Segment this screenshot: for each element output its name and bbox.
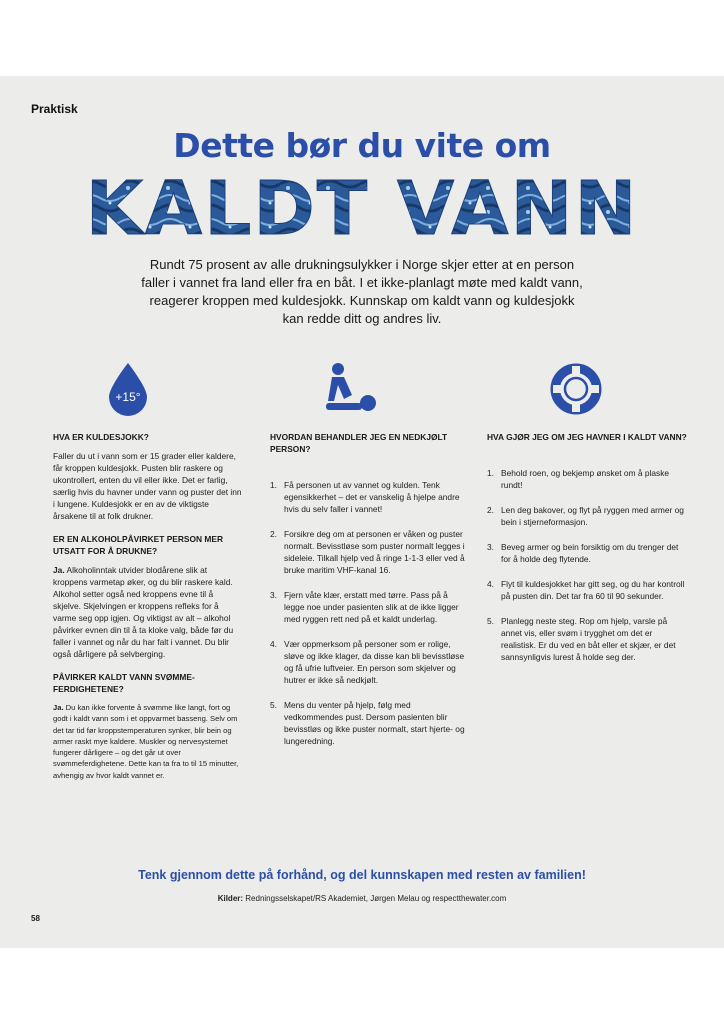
answer-text: Faller du ut i vann som er 15 grader eller kaldere, får kroppen kuldesjokk. Pusten blir raskere og ukontrollert, enten du vil eller ikke. Det er farlig, særlig hvis du havner under vann og puster det inn i lungene. Kuldesjokk er en av de viktigste årsakene til at folk drukner. bbox=[53, 451, 242, 521]
question-heading: HVA GJØR JEG OM JEG HAVNER I KALDT VANN? bbox=[487, 432, 687, 442]
list-item: 2. Forsikre deg om at personen er våken og puster normalt. Bevisstløse som puster normalt legges i sideleie. Tilkall hjelp ved å ringe 1-1-3 eller ved å bruke maritim VHF-kanal 16. bbox=[270, 529, 465, 575]
question-heading: HVORDAN BEHANDLER JEG EN NEDKJØLT PERSON? bbox=[270, 432, 448, 454]
steps-list bbox=[270, 479, 466, 747]
list-item: 3. Beveg armer og bein forsiktig om du trenger det for å holde deg flytende. bbox=[487, 542, 679, 564]
answer-text: Ja. Du kan ikke forvente å svømme like langt, fort og godt i kaldt vann som i et oppvarmet basseng. Selv om det tar tid før kroppstemperaturen synker, blir bein og armer raskt mye kaldere. Muskler og nervesystemet fungerer dårligere – og det går ut over svømmeferdighetene. Dette kan ta fra to til 15 minutter, avhengig av hvor kaldt vannet er. bbox=[53, 703, 239, 780]
intro-paragraph: Rundt 75 prosent av alle drukningsulykker i Norge skjer etter at en person faller i vannet fra land eller fra en båt. I et ikke-planlagt møte med kaldt vann, reagerer kroppen med kuldesjokk. Kunnskap om kaldt vann og kuldesjokk kan redde ditt og andres liv. bbox=[141, 257, 583, 326]
list-item: 5. Planlegg neste steg. Rop om hjelp, varsle på annet vis, eller svøm i trygghet om det er realistisk. Er du ved en båt eller et skjær, er det sannsynligvis lurest å holde seg der. bbox=[487, 616, 676, 662]
headline: Dette bør du vite om bbox=[173, 126, 551, 165]
question-heading: ER EN ALKOHOLPÅVIRKET PERSON MER UTSATT FOR Å DRUKNE? bbox=[53, 534, 223, 556]
sources-line: Kilder: Redningsselskapet/RS Akademiet, Jørgen Melau og respectthewater.com bbox=[217, 894, 507, 903]
steps-list bbox=[487, 467, 687, 663]
lifebuoy-icon bbox=[548, 361, 604, 421]
list-item: 1. Få personen ut av vannet og kulden. Tenk egensikkerhet – det er vanskelig å hjelpe andre hvis du selv faller i vannet! bbox=[270, 480, 460, 514]
list-item: 2. Len deg bakover, og flyt på ryggen med armer og bein i stjerneformasjon. bbox=[487, 505, 684, 527]
question-heading: PÅVIRKER KALDT VANN SVØMME-FERDIGHETENE? bbox=[53, 672, 195, 694]
kaldt-vann-text: KALDT VANN bbox=[85, 168, 639, 240]
list-item: 1. Behold roen, og bekjemp ønsket om å plaske rundt! bbox=[487, 468, 670, 490]
list-item: 5. Mens du venter på hjelp, følg med vedkommendes pust. Dersom pasienten blir bevisstløs og ikke puster normalt, start hjerte- og lungeredning. bbox=[270, 700, 465, 746]
water-drop-icon bbox=[105, 361, 151, 421]
drop-label: +15° bbox=[115, 390, 141, 404]
tagline: Tenk gjennom dette på forhånd, og del kunnskapen med resten av familien! bbox=[138, 868, 586, 882]
list-item: 3. Fjern våte klær, erstatt med tørre. Pass på å legge noe under pasienten slik at de ikke ligger med ryggen rett ned på et kaldt underlag. bbox=[270, 590, 459, 624]
cpr-icon bbox=[322, 361, 378, 421]
section-label: Praktisk bbox=[31, 102, 78, 116]
list-item: 4. Flyt til kuldesjokket har gitt seg, og du har kontroll på pusten din. Det tar fra 60 til 90 sekunder. bbox=[487, 579, 685, 601]
list-item: 4. Vær oppmerksom på personer som er rolige, sløve og ikke klager, da disse kan bli bevisstløse og få ufrie luftveier. En person som skjelver og hutrer er ikke så nedkjølt. bbox=[270, 639, 465, 685]
question-heading: HVA ER KULDESJOKK? bbox=[53, 432, 149, 442]
page-number: 58 bbox=[31, 914, 40, 923]
answer-text: Ja. Alkoholinntak utvider blodårene slik at kroppens varmetap øker, og du blir raskere kald. Alkohol setter også ned kroppens evne til å skjelve. Skjelvingen er kroppens refleks for å varme seg opp igjen. Og viktigst av alt – alkohol påvirker evnen din til å ta kloke valg, både før du faller i vannet og når du har falt i vannet. Du blir også dårligere på selvberging. bbox=[53, 565, 234, 659]
kaldt-vann-title-graphic bbox=[0, 168, 724, 240]
magazine-page bbox=[0, 76, 724, 948]
